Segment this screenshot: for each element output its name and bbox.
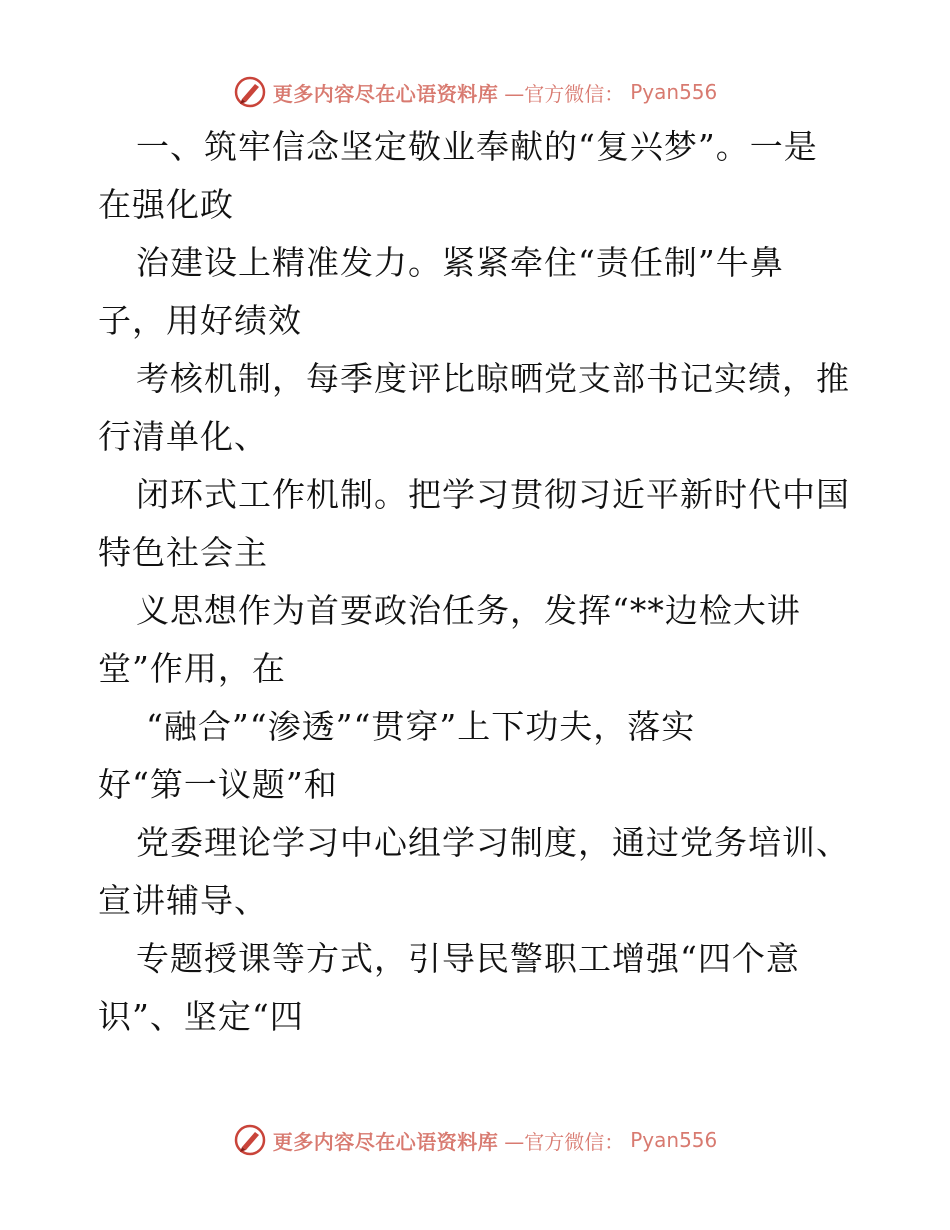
body-line: 子，用好绩效 bbox=[98, 301, 302, 340]
body-line: 好“第一议题”和 bbox=[98, 765, 338, 804]
pen-logo-icon bbox=[233, 1123, 267, 1157]
watermark-separator: —官方微信： bbox=[504, 81, 625, 106]
body-line: 一、筑牢信念坚定敬业奉献的“复兴梦”。一是 bbox=[136, 127, 818, 166]
watermark-text: 更多内容尽在心语资料库 bbox=[272, 1129, 499, 1154]
body-line: 在强化政 bbox=[98, 185, 234, 224]
watermark-separator: —官方微信： bbox=[504, 1129, 625, 1154]
body-line: 治建设上精准发力。紧紧牵住“责任制”牛鼻 bbox=[136, 243, 784, 282]
body-line: 闭环式工作机制。把学习贯彻习近平新时代中国 bbox=[136, 475, 850, 514]
body-line: 义思想作为首要政治任务，发挥“**边检大讲 bbox=[136, 591, 801, 630]
body-line: 专题授课等方式，引导民警职工增强“四个意 bbox=[136, 939, 800, 978]
header-watermark bbox=[0, 72, 950, 112]
body-line: 特色社会主 bbox=[98, 533, 268, 572]
watermark-text: 更多内容尽在心语资料库 bbox=[272, 81, 499, 106]
body-line: 党委理论学习中心组学习制度，通过党务培训、 bbox=[136, 823, 850, 862]
body-line: 考核机制，每季度评比晾晒党支部书记实绩，推 bbox=[136, 359, 850, 398]
document-body bbox=[98, 118, 868, 1046]
body-line: 宣讲辅导、 bbox=[98, 881, 268, 920]
watermark-wechat-id: Pyan556 bbox=[630, 1128, 718, 1152]
body-line: 识”、坚定“四 bbox=[98, 997, 304, 1036]
body-line: “融合”“渗透”“贯穿”上下功夫，落实 bbox=[146, 707, 696, 746]
body-line: 堂”作用，在 bbox=[98, 649, 286, 688]
watermark-wechat-id: Pyan556 bbox=[630, 80, 718, 104]
footer-watermark bbox=[0, 1120, 950, 1160]
pen-logo-icon bbox=[233, 75, 267, 109]
body-line: 行清单化、 bbox=[98, 417, 268, 456]
